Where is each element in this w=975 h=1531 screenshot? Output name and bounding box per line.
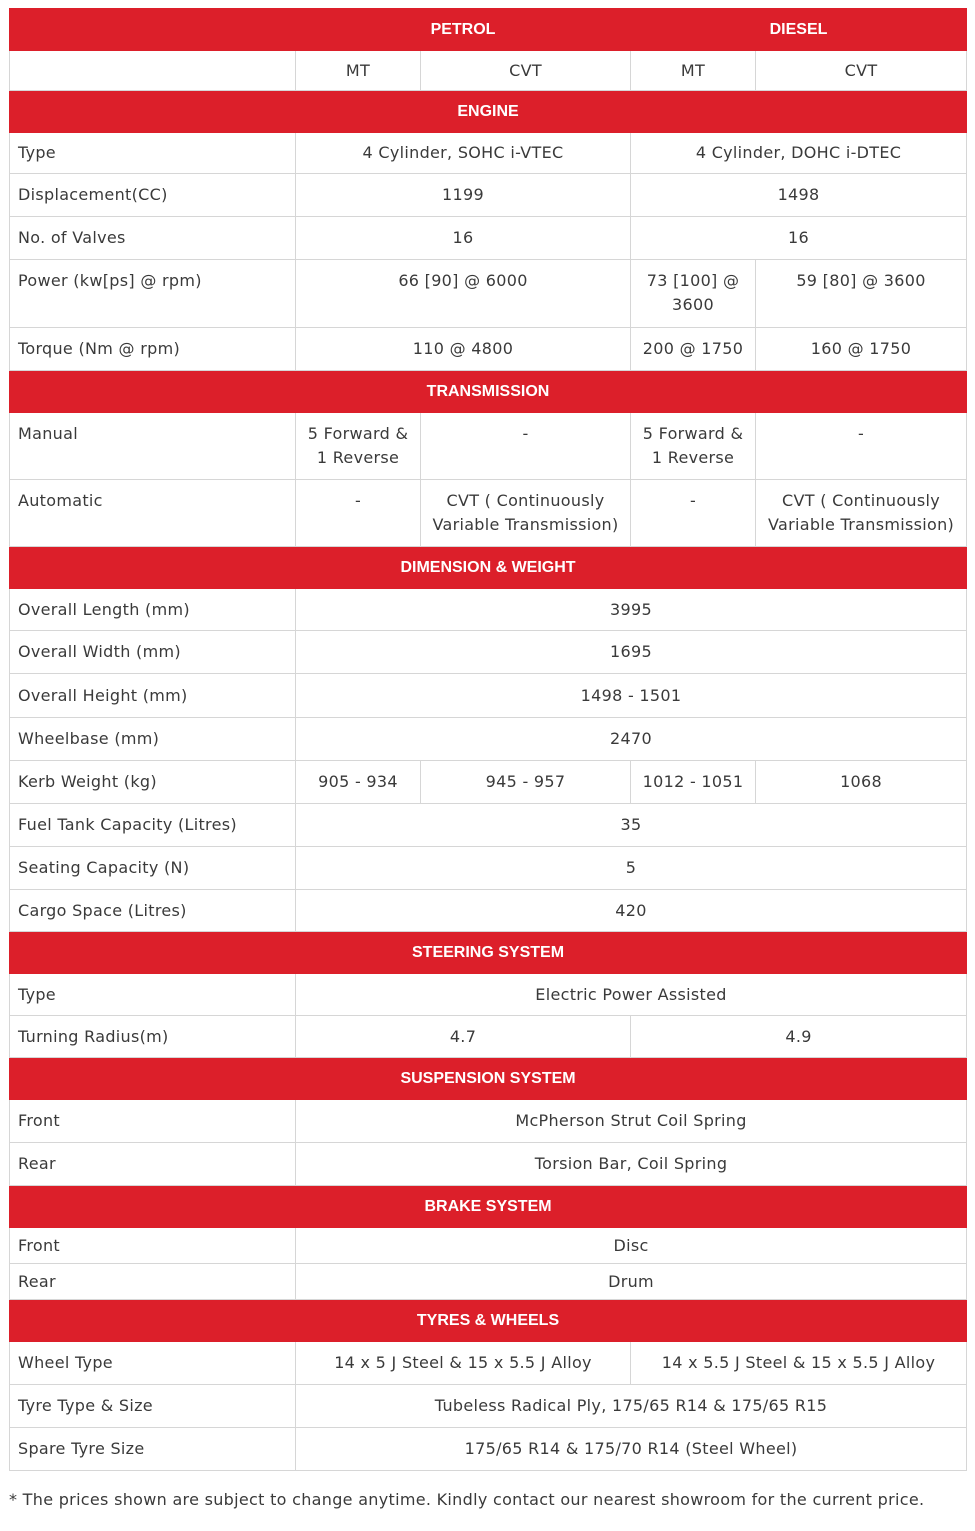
value-petrol: 66 [90] @ 6000 [296, 260, 631, 328]
value-all: Torsion Bar, Coil Spring [296, 1143, 967, 1186]
subheader-blank [10, 51, 296, 91]
spec-row [10, 217, 967, 260]
section-header [10, 1186, 967, 1228]
section-header [10, 547, 967, 589]
row-label: No. of Valves [10, 217, 296, 260]
value-petrol: 14 x 5 J Steel & 15 x 5.5 J Alloy [296, 1342, 631, 1385]
spec-row [10, 1385, 967, 1428]
value-all: Electric Power Assisted [296, 974, 967, 1016]
subheader-diesel-cvt: CVT [756, 51, 967, 91]
row-label: Rear [10, 1143, 296, 1186]
section-header [10, 1058, 967, 1100]
spec-row [10, 804, 967, 847]
row-label: Overall Height (mm) [10, 674, 296, 718]
row-label: Tyre Type & Size [10, 1385, 296, 1428]
section-title-tyres: TYRES & WHEELS [10, 1300, 967, 1342]
spec-row [10, 1016, 967, 1058]
value-diesel: 1498 [631, 174, 967, 217]
value-petrol-cvt: 945 - 957 [421, 761, 631, 804]
section-title-steering: STEERING SYSTEM [10, 932, 967, 974]
value-petrol: 1199 [296, 174, 631, 217]
value-diesel: 4.9 [631, 1016, 967, 1058]
section-title-engine: ENGINE [10, 91, 967, 133]
spec-table [9, 8, 967, 1471]
section-title-brake: BRAKE SYSTEM [10, 1186, 967, 1228]
spec-row [10, 890, 967, 932]
value-all: 1695 [296, 631, 967, 674]
row-label: Wheel Type [10, 1342, 296, 1385]
value-diesel: 14 x 5.5 J Steel & 15 x 5.5 J Alloy [631, 1342, 967, 1385]
value-all: Tubeless Radical Ply, 175/65 R14 & 175/65 R15 [296, 1385, 967, 1428]
value-all: Disc [296, 1228, 967, 1264]
row-label: Rear [10, 1264, 296, 1300]
spec-row [10, 1428, 967, 1471]
value-diesel-cvt: 1068 [756, 761, 967, 804]
value-petrol: 4.7 [296, 1016, 631, 1058]
value-diesel-mt: - [631, 480, 756, 547]
fuel-header-row [10, 9, 967, 51]
row-label: Automatic [10, 480, 296, 547]
row-label: Front [10, 1228, 296, 1264]
value-petrol-mt: 905 - 934 [296, 761, 421, 804]
value-all: 1498 - 1501 [296, 674, 967, 718]
row-label: Front [10, 1100, 296, 1143]
row-label: Power (kw[ps] @ rpm) [10, 260, 296, 328]
value-all: 2470 [296, 718, 967, 761]
spec-row [10, 974, 967, 1016]
row-label: Type [10, 974, 296, 1016]
section-header [10, 371, 967, 413]
spec-row [10, 718, 967, 761]
spec-row [10, 847, 967, 890]
section-header [10, 1300, 967, 1342]
row-label: Displacement(CC) [10, 174, 296, 217]
spec-row [10, 413, 967, 480]
value-petrol: 110 @ 4800 [296, 328, 631, 371]
value-all: 175/65 R14 & 175/70 R14 (Steel Wheel) [296, 1428, 967, 1471]
value-diesel: 16 [631, 217, 967, 260]
price-disclaimer: * The prices shown are subject to change anytime. Kindly contact our nearest showroom for the current price. [9, 1490, 925, 1509]
value-all: 5 [296, 847, 967, 890]
row-label: Cargo Space (Litres) [10, 890, 296, 932]
value-diesel-mt: 200 @ 1750 [631, 328, 756, 371]
row-label: Manual [10, 413, 296, 480]
spec-row [10, 589, 967, 631]
spec-row [10, 1143, 967, 1186]
section-title-transmission: TRANSMISSION [10, 371, 967, 413]
value-all: 420 [296, 890, 967, 932]
section-title-dimension: DIMENSION & WEIGHT [10, 547, 967, 589]
header-petrol: PETROL [296, 9, 631, 51]
row-label: Overall Width (mm) [10, 631, 296, 674]
spec-row [10, 1264, 967, 1300]
spec-row [10, 761, 967, 804]
spec-row [10, 133, 967, 174]
subheader-diesel-mt: MT [631, 51, 756, 91]
row-label: Torque (Nm @ rpm) [10, 328, 296, 371]
row-label: Wheelbase (mm) [10, 718, 296, 761]
value-all: Drum [296, 1264, 967, 1300]
spec-row [10, 1100, 967, 1143]
spec-row [10, 1342, 967, 1385]
row-label: Turning Radius(m) [10, 1016, 296, 1058]
value-all: McPherson Strut Coil Spring [296, 1100, 967, 1143]
value-diesel-cvt: - [756, 413, 967, 480]
value-diesel-cvt: CVT ( Continuously Variable Transmission) [756, 480, 967, 547]
value-petrol-mt: - [296, 480, 421, 547]
subheader-petrol-cvt: CVT [421, 51, 631, 91]
spec-row [10, 174, 967, 217]
value-all: 35 [296, 804, 967, 847]
subheader-petrol-mt: MT [296, 51, 421, 91]
section-header [10, 91, 967, 133]
spec-row [10, 1228, 967, 1264]
value-petrol-mt: 5 Forward & 1 Reverse [296, 413, 421, 480]
value-diesel-mt: 5 Forward & 1 Reverse [631, 413, 756, 480]
row-label: Seating Capacity (N) [10, 847, 296, 890]
row-label: Spare Tyre Size [10, 1428, 296, 1471]
value-petrol-cvt: - [421, 413, 631, 480]
value-diesel-mt: 1012 - 1051 [631, 761, 756, 804]
value-petrol-cvt: CVT ( Continuously Variable Transmission) [421, 480, 631, 547]
spec-row [10, 328, 967, 371]
section-header [10, 932, 967, 974]
spec-row [10, 260, 967, 328]
value-petrol: 16 [296, 217, 631, 260]
header-blank [10, 9, 296, 51]
value-diesel: 4 Cylinder, DOHC i-DTEC [631, 133, 967, 174]
spec-row [10, 631, 967, 674]
transmission-type-row [10, 51, 967, 91]
spec-row [10, 480, 967, 547]
row-label: Type [10, 133, 296, 174]
value-diesel-mt: 73 [100] @ 3600 [631, 260, 756, 328]
value-petrol: 4 Cylinder, SOHC i-VTEC [296, 133, 631, 174]
row-label: Kerb Weight (kg) [10, 761, 296, 804]
value-all: 3995 [296, 589, 967, 631]
value-diesel-cvt: 59 [80] @ 3600 [756, 260, 967, 328]
header-diesel: DIESEL [631, 9, 967, 51]
section-title-suspension: SUSPENSION SYSTEM [10, 1058, 967, 1100]
row-label: Fuel Tank Capacity (Litres) [10, 804, 296, 847]
row-label: Overall Length (mm) [10, 589, 296, 631]
value-diesel-cvt: 160 @ 1750 [756, 328, 967, 371]
spec-row [10, 674, 967, 718]
